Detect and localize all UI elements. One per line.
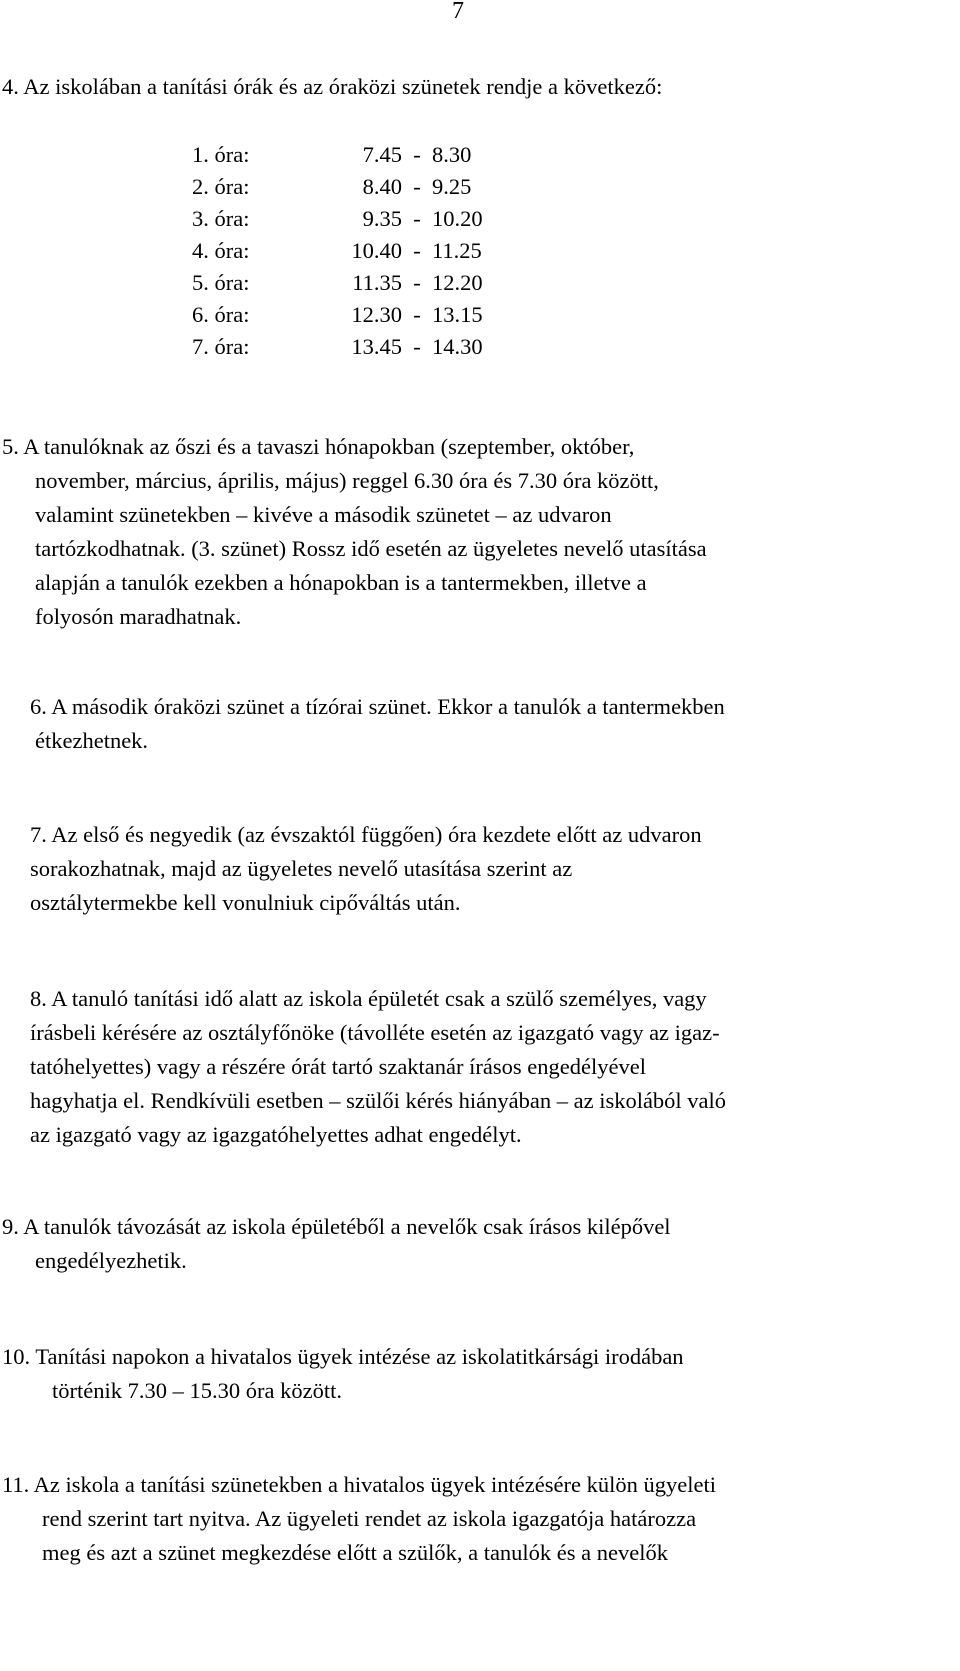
text-line: folyosón maradhatnak.	[35, 604, 242, 629]
schedule-start: 12.30	[351, 302, 402, 327]
schedule-row	[192, 142, 471, 168]
text-line: az igazgató vagy az igazgatóhelyettes adhat engedélyt.	[30, 1122, 522, 1147]
schedule-row	[192, 334, 483, 360]
schedule-row	[192, 302, 483, 328]
schedule-row	[192, 238, 482, 264]
schedule-start: 10.40	[351, 238, 402, 263]
schedule-dash: -	[413, 334, 421, 359]
schedule-end: 13.15	[432, 302, 483, 327]
schedule-label: 4. óra:	[192, 238, 250, 263]
schedule-label: 5. óra:	[192, 270, 250, 295]
text-line: alapján a tanulók ezekben a hónapokban is a tantermekben, illetve a	[35, 570, 647, 595]
schedule-row	[192, 174, 471, 200]
item-4-heading: 4. Az iskolában a tanítási órák és az óraközi szünetek rendje a következő:	[2, 74, 663, 99]
schedule-label: 3. óra:	[192, 206, 250, 231]
page-number: 7	[452, 0, 464, 24]
schedule-end: 14.30	[432, 334, 483, 359]
schedule-dash: -	[413, 238, 421, 263]
text-line: 7. Az első és negyedik (az évszaktól függően) óra kezdete előtt az udvaron	[30, 822, 702, 847]
schedule-dash: -	[413, 302, 421, 327]
schedule-label: 1. óra:	[192, 142, 250, 167]
text-line: 8. A tanuló tanítási idő alatt az iskola épületét csak a szülő személyes, vagy	[30, 986, 707, 1011]
schedule-start: 11.35	[352, 270, 402, 295]
schedule-end: 10.20	[432, 206, 483, 231]
text-line: történik 7.30 – 15.30 óra között.	[52, 1378, 342, 1403]
text-line: 10. Tanítási napokon a hivatalos ügyek intézése az iskolatitkársági irodában	[2, 1344, 684, 1369]
schedule-dash: -	[413, 142, 421, 167]
text-line: írásbeli kérésére az osztályfőnöke (távolléte esetén az igazgató vagy az igaz-	[30, 1020, 720, 1045]
text-line: sorakozhatnak, majd az ügyeletes nevelő utasítása szerint az	[30, 856, 573, 881]
schedule-label: 2. óra:	[192, 174, 250, 199]
schedule-dash: -	[413, 270, 421, 295]
text-line: 11. Az iskola a tanítási szünetekben a hivatalos ügyek intézésére külön ügyeleti	[2, 1472, 716, 1497]
schedule-row	[192, 270, 483, 296]
schedule-end: 8.30	[432, 142, 472, 167]
schedule-label: 6. óra:	[192, 302, 250, 327]
schedule-dash: -	[413, 174, 421, 199]
schedule-end: 9.25	[432, 174, 472, 199]
schedule-dash: -	[413, 206, 421, 231]
text-line: meg és azt a szünet megkezdése előtt a szülők, a tanulók és a nevelők	[42, 1540, 669, 1565]
text-line: rend szerint tart nyitva. Az ügyeleti rendet az iskola igazgatója határozza	[42, 1506, 697, 1531]
text-line: tartózkodhatnak. (3. szünet) Rossz idő esetén az ügyeletes nevelő utasítása	[35, 536, 707, 561]
schedule-start: 9.35	[362, 206, 402, 231]
schedule-start: 7.45	[362, 142, 402, 167]
text-line: valamint szünetekben – kivéve a második szünetet – az udvaron	[35, 502, 612, 527]
schedule-end: 11.25	[432, 238, 482, 263]
schedule-label: 7. óra:	[192, 334, 250, 359]
text-line: engedélyezhetik.	[35, 1248, 187, 1273]
text-line: étkezhetnek.	[35, 728, 149, 753]
text-line: osztálytermekbe kell vonulniuk cipőváltás után.	[30, 890, 461, 915]
text-line: 6. A második óraközi szünet a tízórai szünet. Ekkor a tanulók a tantermekben	[30, 694, 725, 719]
text-line: tatóhelyettes) vagy a részére órát tartó szaktanár írásos engedélyével	[30, 1054, 646, 1079]
text-line: 5. A tanulóknak az őszi és a tavaszi hónapokban (szeptember, október,	[2, 434, 635, 459]
text-line: hagyhatja el. Rendkívüli esetben – szülői kérés hiányában – az iskolából való	[30, 1088, 727, 1113]
schedule-end: 12.20	[432, 270, 483, 295]
text-line: november, március, április, május) reggel 6.30 óra és 7.30 óra között,	[35, 468, 659, 493]
text-line: 9. A tanulók távozását az iskola épületéből a nevelők csak írásos kilépővel	[2, 1214, 671, 1239]
schedule-start: 8.40	[362, 174, 402, 199]
schedule-start: 13.45	[351, 334, 402, 359]
schedule-row	[192, 206, 483, 232]
